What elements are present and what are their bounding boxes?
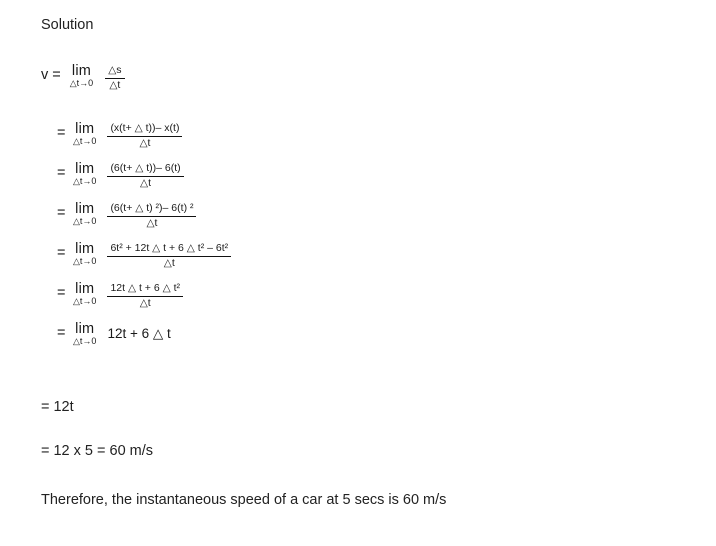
step-limit bbox=[73, 162, 96, 187]
step-limit bbox=[73, 202, 96, 227]
step-limit-label: lim bbox=[75, 121, 95, 137]
step-fraction-numerator: (6(t+ △ t) ²)– 6(t) ² bbox=[107, 203, 196, 217]
step-fraction bbox=[107, 282, 183, 310]
derivation-step bbox=[57, 122, 231, 156]
step-fraction-denominator: △t bbox=[163, 256, 175, 269]
step-limit-subscript: △t→0 bbox=[73, 176, 97, 187]
conclusion-text: Therefore, the instantaneous speed of a car at 5 secs is 60 m/s bbox=[41, 492, 447, 508]
lead-limit-label: lim bbox=[71, 63, 92, 79]
step-fraction-numerator: 12t △ t + 6 △ t² bbox=[107, 283, 183, 297]
step-fraction bbox=[107, 242, 231, 270]
step-equals: = bbox=[57, 125, 66, 141]
step-limit bbox=[73, 122, 96, 147]
lead-fraction-denominator: △t bbox=[109, 78, 121, 91]
derivation-step bbox=[57, 322, 231, 356]
lead-equation bbox=[41, 64, 125, 92]
step-limit-subscript: △t→0 bbox=[73, 136, 97, 147]
lead-limit-subscript: △t→0 bbox=[69, 78, 94, 89]
step-limit bbox=[73, 322, 96, 347]
step-equals: = bbox=[57, 325, 66, 341]
step-fraction-denominator: △t bbox=[139, 296, 151, 309]
step-limit bbox=[73, 242, 96, 267]
derivation-steps bbox=[57, 122, 231, 362]
step-limit-subscript: △t→0 bbox=[73, 296, 97, 307]
lead-fraction bbox=[105, 64, 124, 92]
step-fraction-numerator: 6t² + 12t △ t + 6 △ t² – 6t² bbox=[107, 243, 231, 257]
result-line-1: = 12t bbox=[41, 399, 74, 415]
step-fraction-denominator: △t bbox=[140, 176, 152, 189]
page-title: Solution bbox=[41, 17, 94, 33]
step-equals: = bbox=[57, 245, 66, 261]
step-fraction-numerator: (6(t+ △ t))– 6(t) bbox=[107, 163, 183, 177]
lead-limit bbox=[70, 64, 93, 89]
step-limit-label: lim bbox=[75, 201, 95, 217]
lead-fraction-numerator: △s bbox=[105, 65, 124, 79]
lead-lhs: v = bbox=[41, 67, 61, 83]
step-limit-label: lim bbox=[75, 321, 95, 337]
step-limit-subscript: △t→0 bbox=[73, 256, 97, 267]
derivation-step bbox=[57, 202, 231, 236]
step-fraction bbox=[107, 202, 196, 230]
derivation-step bbox=[57, 242, 231, 276]
step-fraction-denominator: △t bbox=[146, 216, 158, 229]
step-limit-subscript: △t→0 bbox=[73, 336, 97, 347]
step-limit-label: lim bbox=[75, 281, 95, 297]
step-fraction bbox=[107, 122, 182, 150]
step-limit-subscript: △t→0 bbox=[73, 216, 97, 227]
step-expression: 12t + 6 △ t bbox=[107, 326, 171, 341]
derivation-step bbox=[57, 162, 231, 196]
derivation-step bbox=[57, 282, 231, 316]
step-equals: = bbox=[57, 205, 66, 221]
result-line-2: = 12 x 5 = 60 m/s bbox=[41, 443, 154, 459]
step-equals: = bbox=[57, 165, 66, 181]
step-equals: = bbox=[57, 285, 66, 301]
step-fraction-denominator: △t bbox=[139, 136, 151, 149]
step-fraction-numerator: (x(t+ △ t))– x(t) bbox=[107, 123, 182, 137]
step-fraction bbox=[107, 162, 183, 190]
step-limit-label: lim bbox=[75, 241, 95, 257]
step-limit bbox=[73, 282, 96, 307]
step-limit-label: lim bbox=[75, 161, 95, 177]
